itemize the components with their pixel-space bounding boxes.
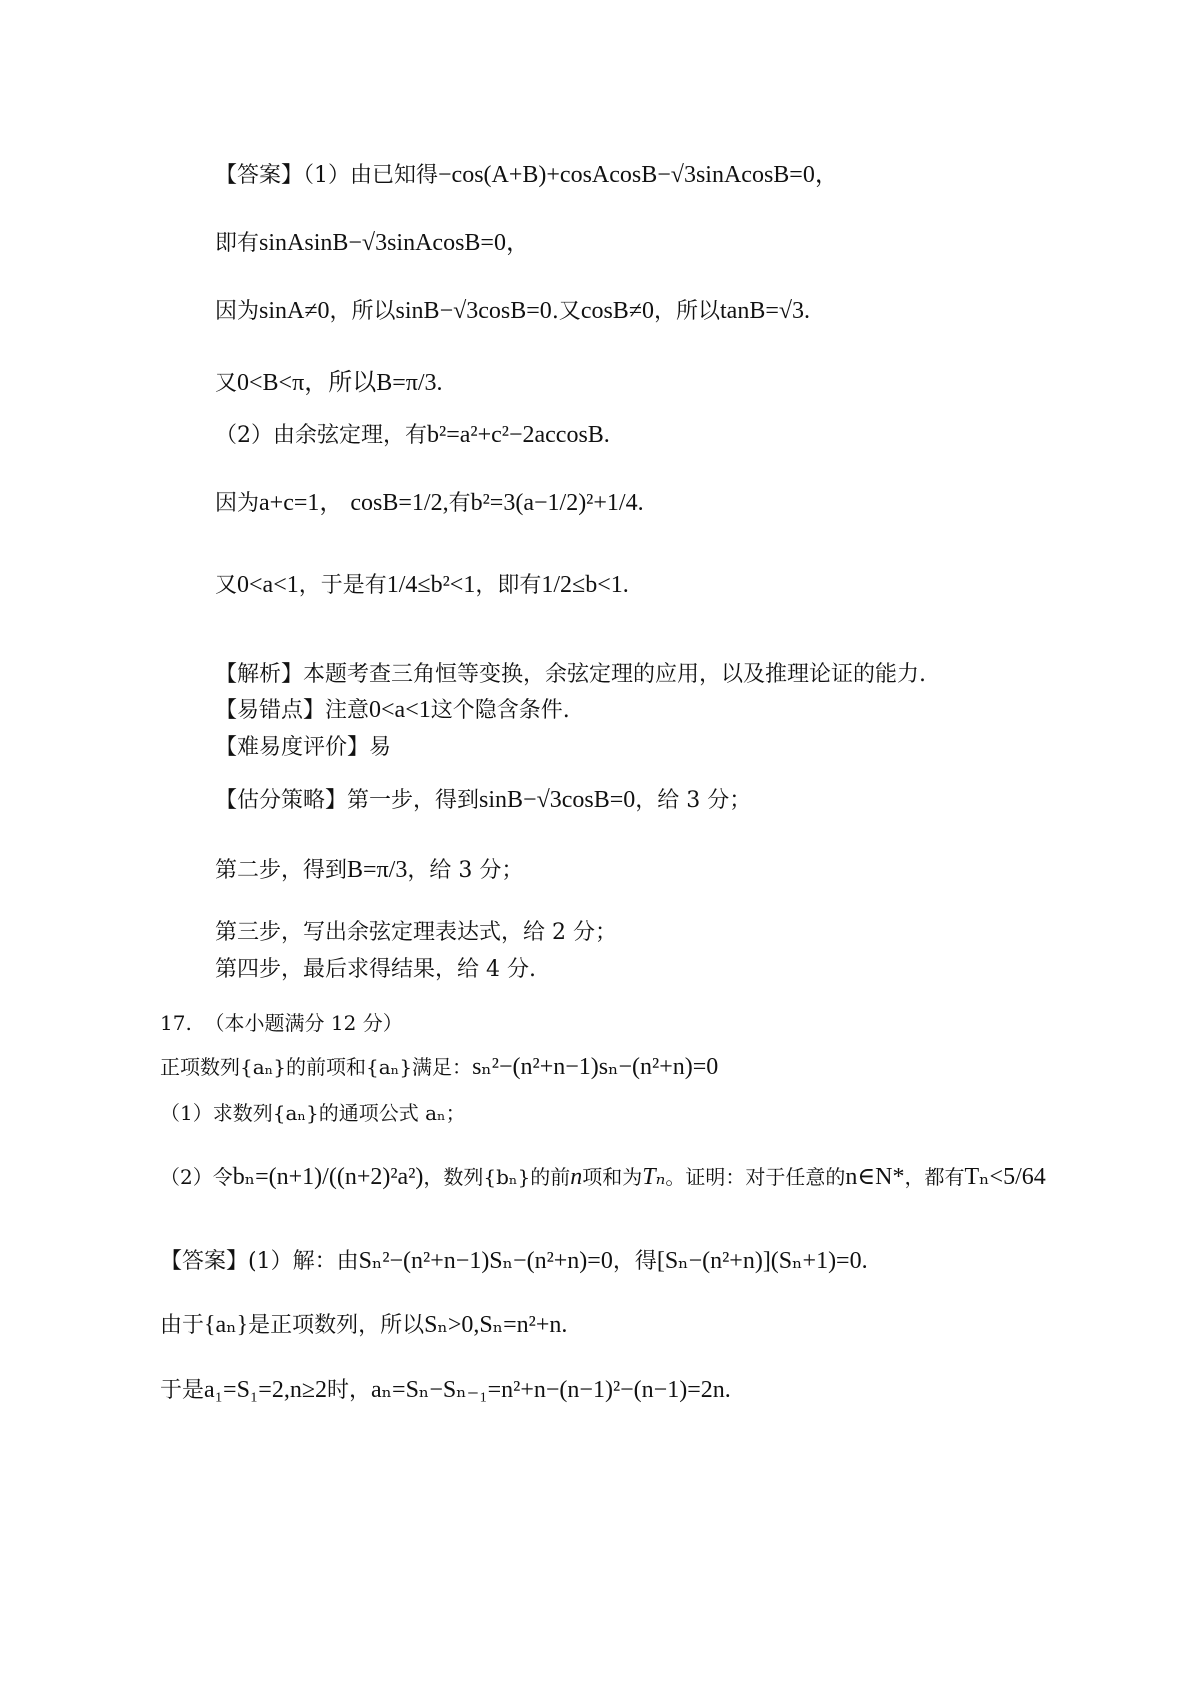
- q16-answer-line-2: [215, 228, 530, 259]
- text: 项和为: [582, 1165, 643, 1189]
- math-variable: n: [570, 1164, 583, 1190]
- q16-step2: [215, 855, 523, 886]
- text: 第二步，得到: [215, 858, 348, 883]
- math-expression: [Sₙ−(n²+n)](Sₙ+1)=0.: [656, 1248, 868, 1274]
- q17-part1: [160, 1098, 466, 1128]
- q17-stem: [160, 1052, 718, 1082]
- math-expression: n∈N*: [845, 1164, 905, 1190]
- text: 第三步，写出余弦定理表达式，给 2 分；: [215, 920, 617, 945]
- q16-step4: [215, 955, 536, 985]
- text: 因为: [215, 491, 260, 516]
- text: ，所以: [329, 299, 396, 324]
- text: （1）求数列{aₙ}的通项公式 aₙ；: [160, 1101, 466, 1125]
- difficulty-text: 【难易度评价】易: [215, 735, 392, 760]
- math-expression: Sₙ>0,Sₙ=n²+n.: [424, 1312, 568, 1338]
- text: ，于是有: [298, 573, 387, 598]
- text: 时，: [327, 1378, 372, 1403]
- math-expression: sinA≠0: [259, 298, 330, 324]
- text: （2）令: [160, 1165, 233, 1189]
- q16-step3: [215, 918, 617, 948]
- q16-difficulty: [215, 733, 391, 763]
- answer-label: 【答案】（1）由已知得: [215, 163, 438, 188]
- q16-answer-line-3: [215, 296, 810, 327]
- math-expression: sₙ²−(n²+n−1)sₙ−(n²+n)=0: [472, 1054, 719, 1080]
- answer-label: 【答案】(1）解：由: [160, 1249, 359, 1274]
- q17-part2: [160, 1162, 1046, 1192]
- question-points: （本小题满分 12 分）: [204, 1011, 403, 1035]
- text: ，给 3 分；: [635, 788, 752, 813]
- math-expression: cosB=1/2,: [350, 490, 449, 516]
- text: 有: [448, 491, 471, 516]
- math-expression: a+c=1，: [259, 490, 344, 516]
- q16-pitfall: [215, 695, 570, 726]
- math-expression: Sₙ²−(n²+n−1)Sₙ−(n²+n)=0: [358, 1248, 613, 1274]
- text: 因为: [215, 299, 260, 324]
- text: ，给 3 分；: [407, 858, 524, 883]
- analysis-text: 【解析】本题考查三角恒等变换，余弦定理的应用，以及推理论证的能力.: [215, 662, 926, 687]
- math-expression: Tₙ<5/64: [964, 1164, 1046, 1190]
- q16-answer-line-4: [215, 368, 443, 399]
- text: 正项数列{aₙ}的前项和{aₙ}满足：: [160, 1055, 473, 1079]
- text: 是正项数列，所以: [248, 1313, 425, 1338]
- math-expression: b²=a²+c²−2accosB.: [427, 422, 610, 448]
- text: ，所以: [653, 299, 720, 324]
- text: 第四步，最后求得结果，给 4 分.: [215, 957, 536, 982]
- math-variable: Tₙ: [642, 1164, 666, 1190]
- text: 又: [215, 573, 238, 598]
- math-expression: a₁=S₁=2,n≥2: [204, 1377, 327, 1403]
- text: ，得: [612, 1249, 657, 1274]
- question-number: 17.: [160, 1011, 192, 1035]
- math-expression: 0<a<1: [369, 697, 431, 723]
- q17-answer-line-3: [160, 1375, 731, 1406]
- text: 于是: [160, 1378, 205, 1403]
- math-expression: 1/4≤b²<1: [386, 572, 476, 598]
- math-expression: {aₙ}: [204, 1312, 249, 1338]
- text: 由于: [160, 1313, 205, 1338]
- q16-answer-line-5: [215, 420, 610, 451]
- text: ，数列{bₙ}的前: [423, 1165, 571, 1189]
- text: 。证明：对于任意的: [665, 1165, 846, 1189]
- math-expression: cosB≠0: [580, 298, 654, 324]
- math-expression: sinB−√3cosB=0: [479, 787, 636, 813]
- strategy-label: 【估分策略】第一步，得到: [215, 788, 480, 813]
- q16-answer-line-7: [215, 570, 629, 601]
- text: 即有: [215, 231, 260, 256]
- text: .又: [551, 299, 581, 324]
- q16-answer-line-1: [215, 160, 839, 191]
- math-expression: bₙ=(n+1)/((n+2)²a²): [232, 1164, 424, 1190]
- text: ，都有: [904, 1165, 965, 1189]
- math-expression: sinB−√3cosB=0: [395, 298, 552, 324]
- pitfall-label: 【易错点】注意: [215, 698, 370, 723]
- q16-analysis: [215, 660, 926, 690]
- q17-answer-line-1: [160, 1246, 868, 1277]
- q17-header: [160, 1008, 403, 1038]
- math-expression: aₙ=Sₙ−Sₙ₋₁=n²+n−(n−1)²−(n−1)=2n.: [371, 1377, 731, 1403]
- math-expression: B=π/3: [347, 857, 408, 883]
- math-expression: sinAsinB−√3sinAcosB=0，: [259, 230, 530, 256]
- math-expression: b²=3(a−1/2)²+1/4.: [470, 490, 644, 516]
- math-expression: 0<B<π，所以B=π/3.: [237, 370, 443, 396]
- text: ，即有: [475, 573, 542, 598]
- q16-strategy: [215, 785, 751, 816]
- text: （2）由余弦定理，有: [215, 423, 427, 448]
- math-expression: 0<a<1: [237, 572, 299, 598]
- text: 又: [215, 371, 238, 396]
- q16-answer-line-6: [215, 488, 644, 519]
- q17-answer-line-2: [160, 1310, 567, 1341]
- math-expression: tanB=√3.: [720, 298, 811, 324]
- math-expression: 1/2≤b<1.: [541, 572, 629, 598]
- text: 这个隐含条件.: [430, 698, 570, 723]
- math-expression: −cos(A+B)+cosAcosB−√3sinAcosB=0，: [438, 162, 839, 188]
